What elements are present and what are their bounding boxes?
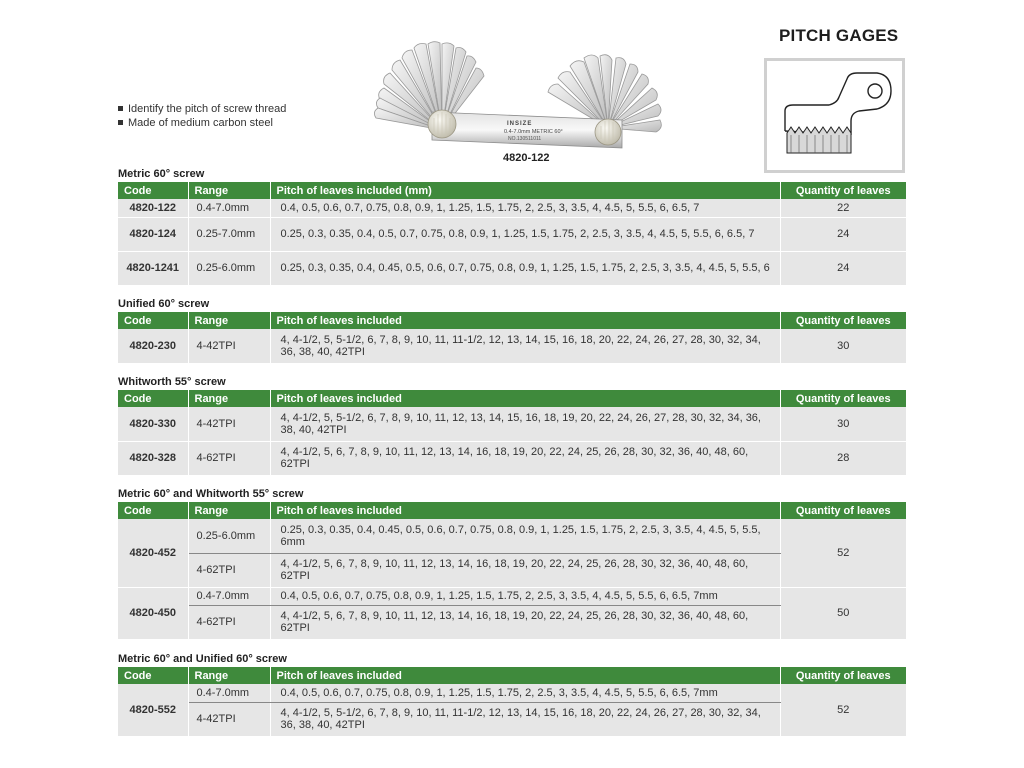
cell-range: 0.25-7.0mm [188,217,270,251]
table-row [118,199,906,217]
spec-table [118,667,906,737]
header-code: Code [118,182,188,199]
section-title: Whitworth 55° screw [118,376,226,388]
cell-quantity: 30 [780,407,906,441]
header-pitch: Pitch of leaves included [270,502,780,519]
header-range: Range [188,390,270,407]
cell-pitch: 4, 4-1/2, 5, 5-1/2, 6, 7, 8, 9, 10, 11, 11-1/2, 12, 13, 14, 15, 16, 18, 20, 22, 24, 26, 27, 28, 30, 32, 34, 36, 38, 40, 42TPI [270,702,780,736]
pitch-gage-photo [372,40,688,154]
cell-pitch: 4, 4-1/2, 5, 6, 7, 8, 9, 10, 11, 12, 13, 14, 16, 18, 19, 20, 22, 24, 25, 26, 28, 30, 32, 36, 40, 48, 60, 62TPI [270,441,780,475]
section-title: Metric 60° screw [118,168,205,180]
section-metric-whitworth [118,487,906,640]
table-row [118,329,906,363]
cell-pitch: 4, 4-1/2, 5, 5-1/2, 6, 7, 8, 9, 10, 11, 11-1/2, 12, 13, 14, 15, 16, 18, 20, 22, 24, 26, 27, 28, 30, 32, 34, 36, 38, 40, 42TPI [270,329,780,363]
cell-pitch: 4, 4-1/2, 5, 5-1/2, 6, 7, 8, 9, 10, 11, 12, 13, 14, 15, 16, 18, 19, 20, 22, 24, 26, 27, 28, 30, 32, 34, 36, 38, 40, 42TPI [270,407,780,441]
table-row [118,441,906,475]
cell-pitch: 0.4, 0.5, 0.6, 0.7, 0.75, 0.8, 0.9, 1, 1.25, 1.5, 1.75, 2, 2.5, 3, 3.5, 4, 4.5, 5, 5.5, 6, 6.5, 7mm [270,587,780,605]
cell-pitch: 0.4, 0.5, 0.6, 0.7, 0.75, 0.8, 0.9, 1, 1.25, 1.5, 1.75, 2, 2.5, 3, 3.5, 4, 4.5, 5, 5.5, 6, 6.5, 7mm [270,684,780,702]
section-metric-60 [118,167,906,286]
header-range: Range [188,312,270,329]
cell-quantity: 24 [780,251,906,285]
header-code: Code [118,390,188,407]
table-header-row [118,312,906,329]
spec-table [118,182,906,286]
cell-range: 4-62TPI [188,441,270,475]
cell-range: 4-42TPI [188,407,270,441]
section-unified-60 [118,297,906,364]
table-row [118,251,906,285]
cell-code: 4820-230 [118,329,188,363]
cell-code: 4820-330 [118,407,188,441]
cell-quantity: 52 [780,519,906,587]
header-code: Code [118,502,188,519]
header-range: Range [188,182,270,199]
right-knob [595,119,621,145]
cell-range: 4-62TPI [188,605,270,639]
cell-quantity: 24 [780,217,906,251]
spec-table [118,390,906,476]
thread-gage-diagram-icon [767,61,902,170]
header-range: Range [188,667,270,684]
cell-range: 0.4-7.0mm [188,684,270,702]
cell-range: 4-42TPI [188,702,270,736]
cell-quantity: 22 [780,199,906,217]
cell-quantity: 28 [780,441,906,475]
section-metric-unified [118,652,906,737]
header-quantity: Quantity of leaves [780,312,906,329]
cell-pitch: 0.4, 0.5, 0.6, 0.7, 0.75, 0.8, 0.9, 1, 1.25, 1.5, 1.75, 2, 2.5, 3, 3.5, 4, 4.5, 5, 5.5, 6, 6.5, 7 [270,199,780,217]
product-caption: 4820-122 [503,152,550,164]
feature-list [118,102,286,130]
header-pitch: Pitch of leaves included [270,312,780,329]
cell-code: 4820-452 [118,519,188,587]
cell-pitch: 0.25, 0.3, 0.35, 0.4, 0.45, 0.5, 0.6, 0.7, 0.75, 0.8, 0.9, 1, 1.25, 1.5, 1.75, 2, 2.5, 3, 3.5, 4, 4.5, 5, 5.5, 6mm [270,519,780,553]
table-row [118,519,906,553]
section-title: Unified 60° screw [118,298,210,310]
cell-quantity: 50 [780,587,906,639]
cell-code: 4820-124 [118,217,188,251]
cell-range: 0.4-7.0mm [188,587,270,605]
cell-range: 0.25-6.0mm [188,251,270,285]
svg-text:INSIZE: INSIZE [507,121,533,127]
section-title: Metric 60° and Whitworth 55° screw [118,488,304,500]
table-row [118,217,906,251]
cell-code: 4820-122 [118,199,188,217]
cell-range: 4-42TPI [188,329,270,363]
cell-range: 4-62TPI [188,553,270,587]
header-code: Code [118,312,188,329]
cell-code: 4820-328 [118,441,188,475]
engraving-spec: 0.4-7.0mm METRIC 60° [504,129,563,135]
section-title: Metric 60° and Unified 60° screw [118,653,287,665]
header-pitch: Pitch of leaves included (mm) [270,182,780,199]
header-quantity: Quantity of leaves [780,390,906,407]
table-header-row [118,667,906,684]
cell-pitch: 0.25, 0.3, 0.35, 0.4, 0.45, 0.5, 0.6, 0.7, 0.75, 0.8, 0.9, 1, 1.25, 1.5, 1.75, 2, 2.5, 3, 3.5, 4, 4.5, 5, 5.5, 6 [270,251,780,285]
cell-code: 4820-1241 [118,251,188,285]
thread-gage-diagram [764,58,905,173]
section-whitworth-55 [118,375,906,476]
spec-table [118,502,906,640]
header-pitch: Pitch of leaves included [270,390,780,407]
header-quantity: Quantity of leaves [780,667,906,684]
cell-pitch: 4, 4-1/2, 5, 6, 7, 8, 9, 10, 11, 12, 13, 14, 16, 18, 19, 20, 22, 24, 25, 26, 28, 30, 32, 36, 40, 48, 60, 62TPI [270,553,780,587]
table-header-row [118,390,906,407]
header-code: Code [118,667,188,684]
page-title: PITCH GAGES [779,26,899,45]
cell-range: 0.25-6.0mm [188,519,270,553]
header-pitch: Pitch of leaves included [270,667,780,684]
feature-item: Identify the pitch of screw thread [118,102,286,116]
cell-range: 0.4-7.0mm [188,199,270,217]
feature-item: Made of medium carbon steel [118,116,286,130]
table-header-row [118,502,906,519]
cell-pitch: 0.25, 0.3, 0.35, 0.4, 0.5, 0.7, 0.75, 0.8, 0.9, 1, 1.25, 1.5, 1.75, 2, 2.5, 3, 3.5, 4, 4.5, 5, 5.5, 6, 6.5, 7 [270,217,780,251]
engraving-serial: NO.130511011 [508,136,542,142]
table-row [118,684,906,702]
table-header-row [118,182,906,199]
header-range: Range [188,502,270,519]
spec-table [118,312,906,364]
table-row [118,587,906,605]
table-row [118,407,906,441]
header-quantity: Quantity of leaves [780,182,906,199]
cell-code: 4820-552 [118,684,188,736]
cell-code: 4820-450 [118,587,188,639]
cell-quantity: 52 [780,684,906,736]
cell-quantity: 30 [780,329,906,363]
header-quantity: Quantity of leaves [780,502,906,519]
cell-pitch: 4, 4-1/2, 5, 6, 7, 8, 9, 10, 11, 12, 13, 14, 16, 18, 19, 20, 22, 24, 25, 26, 28, 30, 32, 36, 40, 48, 60, 62TPI [270,605,780,639]
